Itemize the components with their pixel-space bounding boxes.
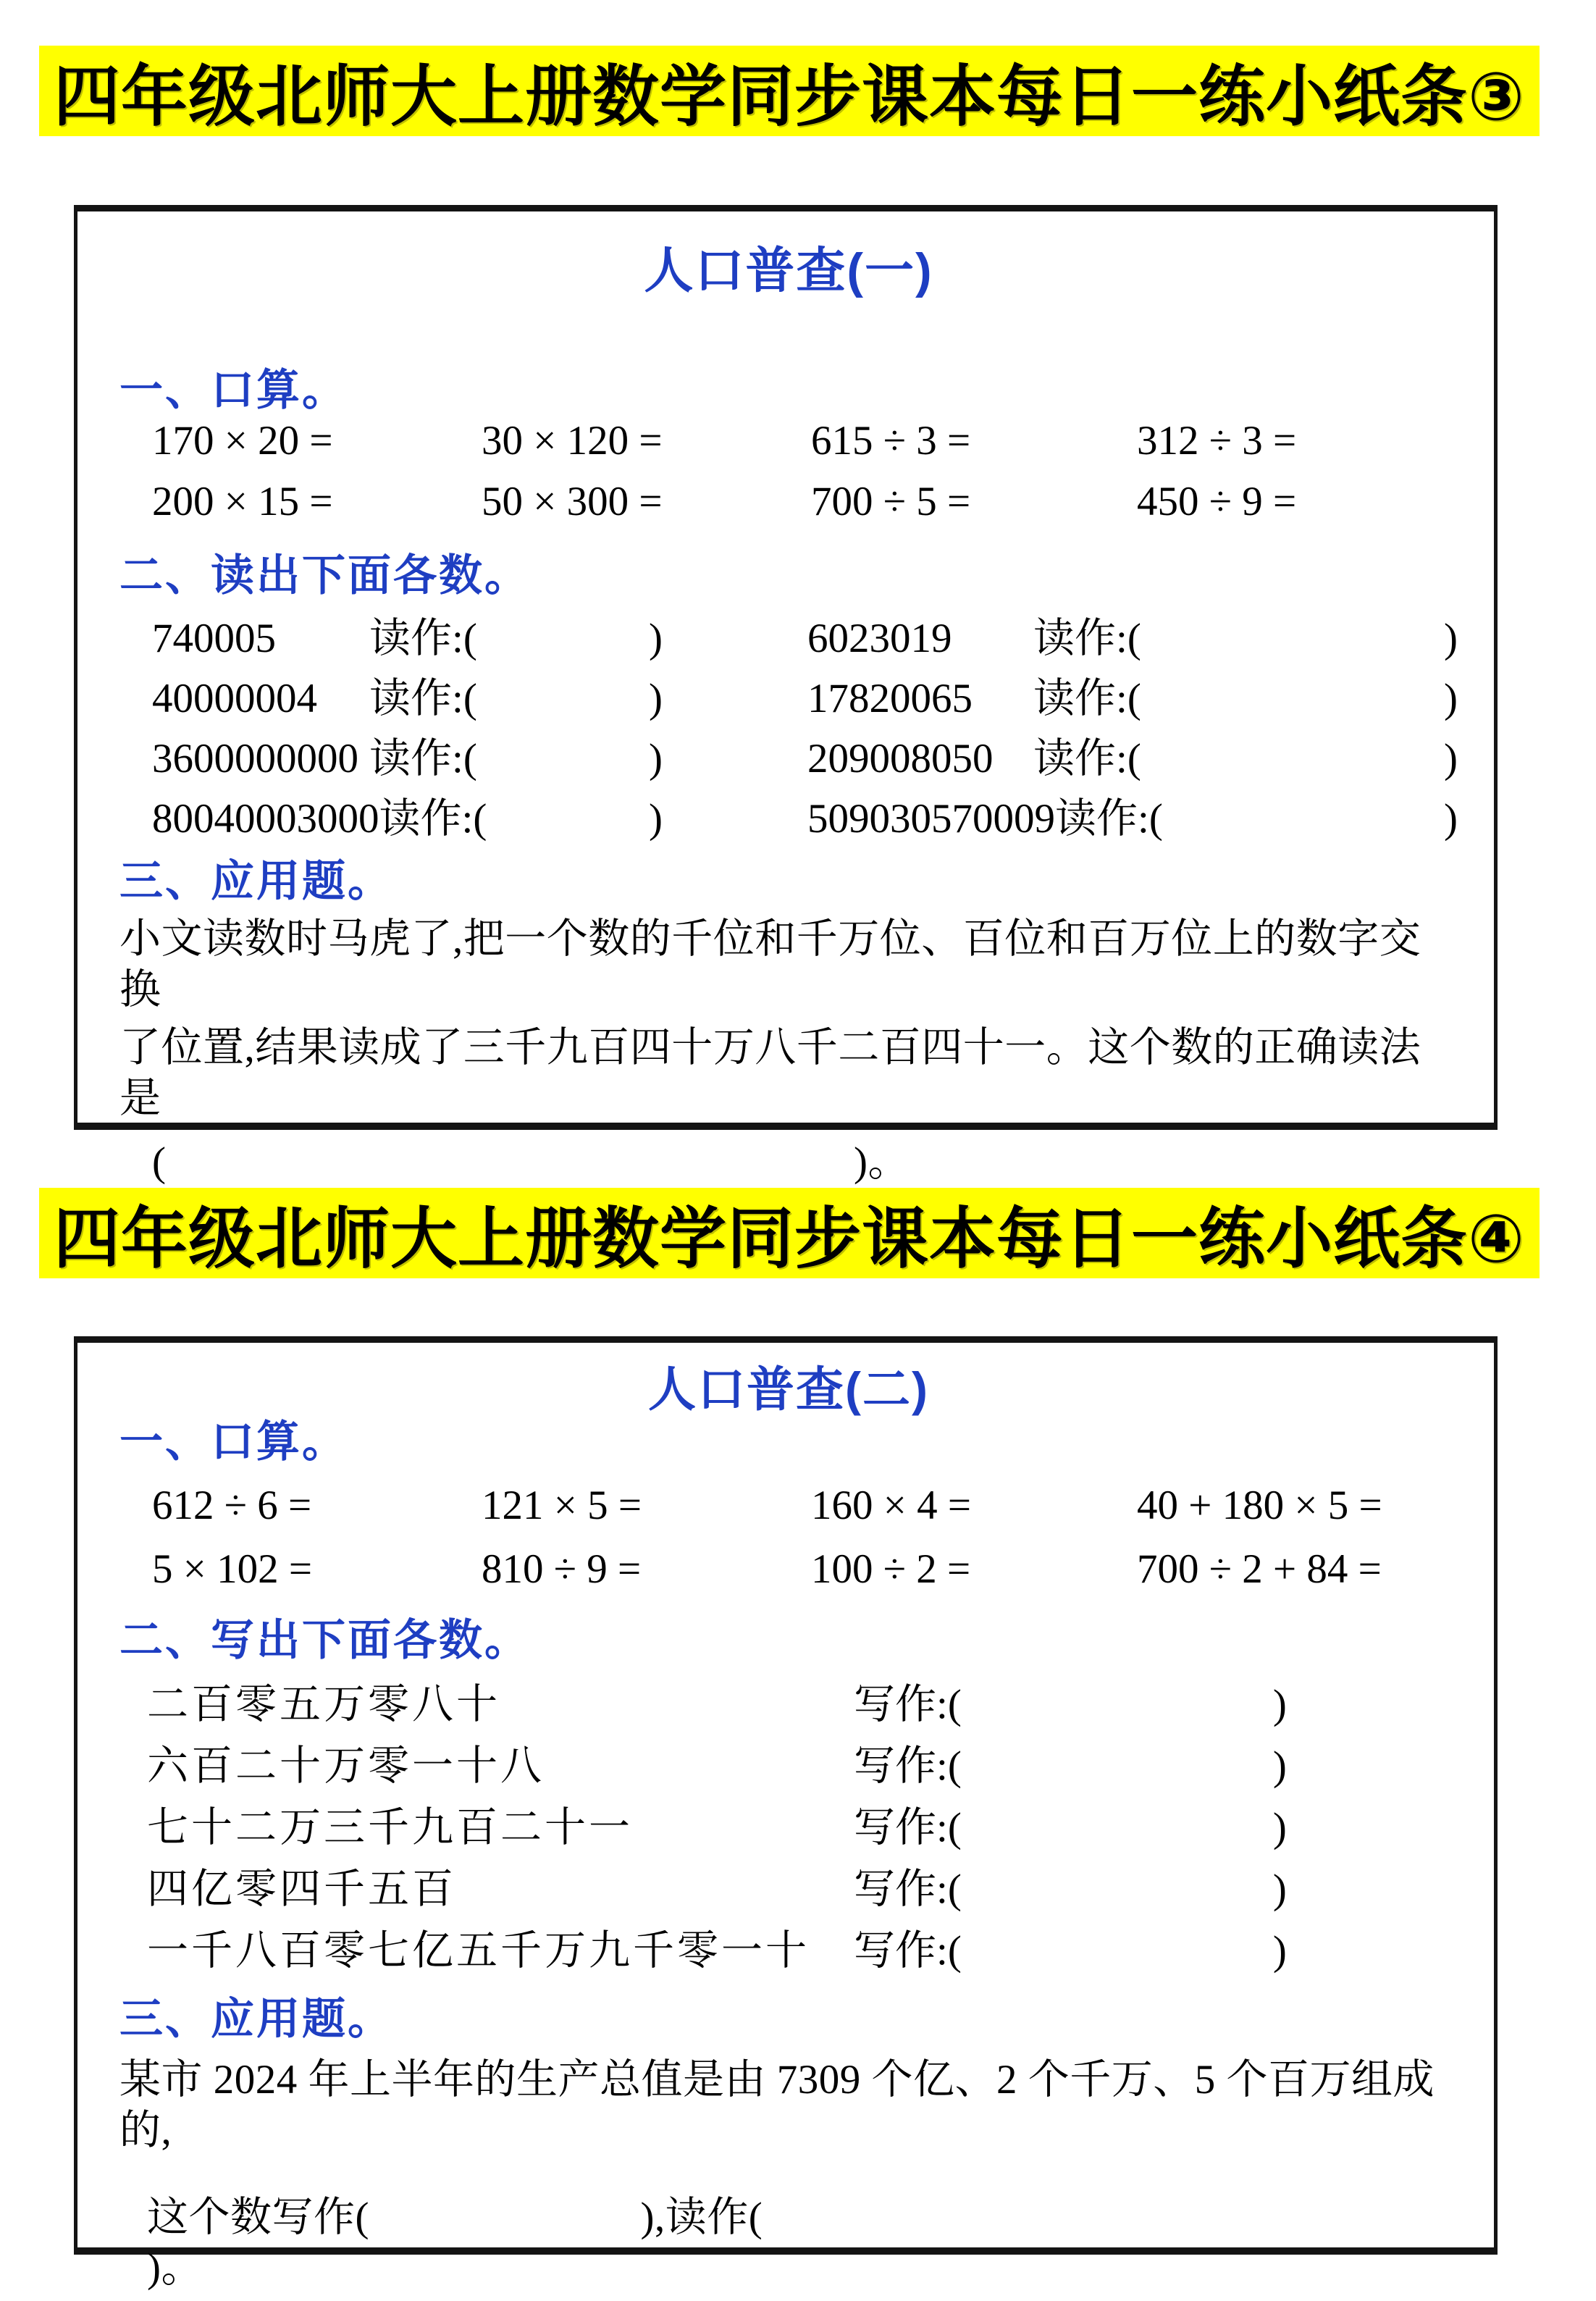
worksheet-page (0, 46, 1596, 2301)
close-paren: )。 (147, 2245, 203, 2291)
sheet3-banner-title: 四年级北师大上册数学同步课本每日一练小纸条③ (54, 59, 1525, 134)
read-label: 读作:( (1055, 796, 1163, 842)
word-problem-line: 小文读数时马虎了,把一个数的千位和千万位、百位和百万位上的数字交换 (119, 916, 1421, 1013)
write-label: 写作:( (854, 1682, 962, 1727)
number-value: 40000004 (152, 676, 317, 721)
close-paren: ) (649, 736, 663, 781)
write-number-row (119, 1867, 1458, 1912)
write-number-row (119, 1806, 1458, 1851)
read-label: 读作:( (369, 616, 477, 661)
read-label: 读作:( (1033, 616, 1141, 661)
answer-blank (477, 616, 649, 661)
math-problem: 312 ÷ 3 = (1137, 418, 1297, 464)
word-problem-answer-line (119, 1137, 1458, 1188)
close-paren: ) (1444, 616, 1458, 661)
answer-blank (1141, 616, 1444, 661)
math-problem: 170 × 20 = (152, 418, 333, 464)
chinese-number-text: 七十二万三千九百二十一 (147, 1805, 633, 1851)
read-label: 读作:( (1033, 676, 1141, 721)
sheet3-oral-problem-grid (119, 416, 1458, 527)
number-value: 80040003000 (152, 796, 379, 842)
sheet3-section2-header: 二、读出下面各数。 (119, 551, 530, 600)
read-item (807, 676, 1458, 721)
read-number-row (119, 797, 1458, 842)
math-problem: 50 × 300 = (482, 479, 663, 524)
sheet3-worksheet-box (74, 205, 1498, 1185)
chinese-number-text: 一千八百零七亿五千万九千零一十 (147, 1928, 810, 1974)
write-label: 写作:( (854, 1866, 962, 1912)
answer-blank (1141, 737, 1444, 781)
close-paren: )。 (853, 1139, 910, 1185)
math-problem: 450 ÷ 9 = (1137, 479, 1297, 524)
math-problem: 30 × 120 = (482, 418, 663, 464)
read-item (152, 616, 663, 661)
read-item (807, 737, 1458, 781)
sheet4-banner-title: 四年级北师大上册数学同步课本每日一练小纸条④ (54, 1202, 1525, 1276)
write-label: 写作:( (854, 1805, 962, 1851)
close-paren: ) (1272, 1866, 1287, 1912)
write-number-row (119, 1682, 1458, 1727)
answer-blank (487, 797, 649, 842)
chinese-number-text: 二百零五万零八十 (147, 1682, 500, 1727)
math-problem: 612 ÷ 6 = (152, 1483, 312, 1528)
write-label: 写作:( (854, 1928, 962, 1974)
sheet3-banner (39, 46, 1540, 136)
read-item (152, 737, 663, 781)
math-problem: 121 × 5 = (482, 1483, 642, 1528)
math-problem: 5 × 102 = (152, 1546, 313, 1592)
close-paren: ) (649, 616, 663, 661)
sheet4-oral-problem-grid (119, 1480, 1458, 1595)
read-label: 读作:( (379, 796, 487, 842)
number-value: 3600000000 (152, 736, 358, 781)
answer-blank (477, 676, 649, 721)
read-number-row (119, 616, 1458, 661)
read-item (807, 797, 1458, 842)
math-problem: 700 ÷ 2 + 84 = (1137, 1546, 1382, 1592)
sheet3-page-title: 人口普查(一) (644, 243, 933, 298)
sheet4-section2-header: 二、写出下面各数。 (119, 1616, 530, 1664)
math-problem: 160 × 4 = (811, 1483, 972, 1528)
chinese-number-text: 六百二十万零一十八 (147, 1743, 545, 1789)
read-item (807, 616, 1458, 661)
number-value: 6023019 (807, 616, 952, 661)
sheet4-worksheet-box (74, 1336, 1498, 2291)
number-value: 509030570009 (807, 796, 1055, 842)
math-problem: 100 ÷ 2 = (811, 1546, 971, 1592)
write-number-row (119, 1929, 1458, 1974)
open-paren: ( (152, 1139, 167, 1185)
sheet4-page-title: 人口普查(二) (648, 1362, 929, 1416)
chinese-number-text: 四亿零四千五百 (147, 1866, 456, 1912)
write-number-row (119, 1744, 1458, 1789)
word-problem-line: 某市 2024 年上半年的生产总值是由 7309 个亿、2 个千万、5 个百万组成的, (119, 2057, 1435, 2153)
math-problem: 700 ÷ 5 = (811, 479, 971, 524)
close-paren: ) (1272, 1805, 1287, 1851)
math-problem: 615 ÷ 3 = (811, 418, 971, 464)
answer-blank (962, 1744, 1273, 1789)
close-paren: ) (1444, 736, 1458, 781)
answer-blank (962, 1682, 1273, 1727)
read-number-row (119, 676, 1458, 721)
close-paren: ) (1272, 1928, 1287, 1974)
close-paren: ) (649, 676, 663, 721)
read-label: 读作:( (369, 736, 477, 781)
write-answer-open: 这个数写作( (147, 2195, 369, 2240)
read-item (152, 676, 663, 721)
number-value: 209008050 (807, 736, 994, 781)
math-problem: 810 ÷ 9 = (482, 1546, 642, 1592)
close-paren: ) (1444, 676, 1458, 721)
math-problem: 40 + 180 × 5 = (1137, 1483, 1382, 1528)
math-problem: 200 × 15 = (152, 479, 333, 524)
answer-blank (962, 1867, 1273, 1912)
answer-blank (1163, 797, 1444, 842)
sheet4-section1-header: 一、口算。 (119, 1417, 348, 1466)
answer-blank (1141, 676, 1444, 721)
close-paren: ) (1272, 1743, 1287, 1789)
sheet4-banner (39, 1188, 1540, 1278)
word-problem-answer-line (119, 2192, 1458, 2294)
answer-blank (477, 737, 649, 781)
read-label: 读作:( (1033, 736, 1141, 781)
read-label: 读作:( (369, 676, 477, 721)
number-value: 17820065 (807, 676, 973, 721)
sheet4-section3-header: 三、应用题。 (119, 1995, 393, 2043)
read-number-row (119, 737, 1458, 781)
answer-blank (962, 1806, 1273, 1851)
close-paren: ) (1444, 796, 1458, 842)
word-problem-line: 了位置,结果读成了三千九百四十万八千二百四十一。这个数的正确读法是 (119, 1025, 1421, 1121)
number-value: 740005 (152, 616, 276, 661)
close-paren: ) (1272, 1682, 1287, 1727)
sheet3-section1-header: 一、口算。 (119, 366, 348, 414)
read-item (152, 797, 663, 842)
answer-blank (962, 1929, 1273, 1974)
read-answer-open: ),读作( (640, 2195, 763, 2240)
sheet3-section3-header: 三、应用题。 (119, 857, 393, 905)
write-label: 写作:( (854, 1743, 962, 1789)
close-paren: ) (649, 796, 663, 842)
